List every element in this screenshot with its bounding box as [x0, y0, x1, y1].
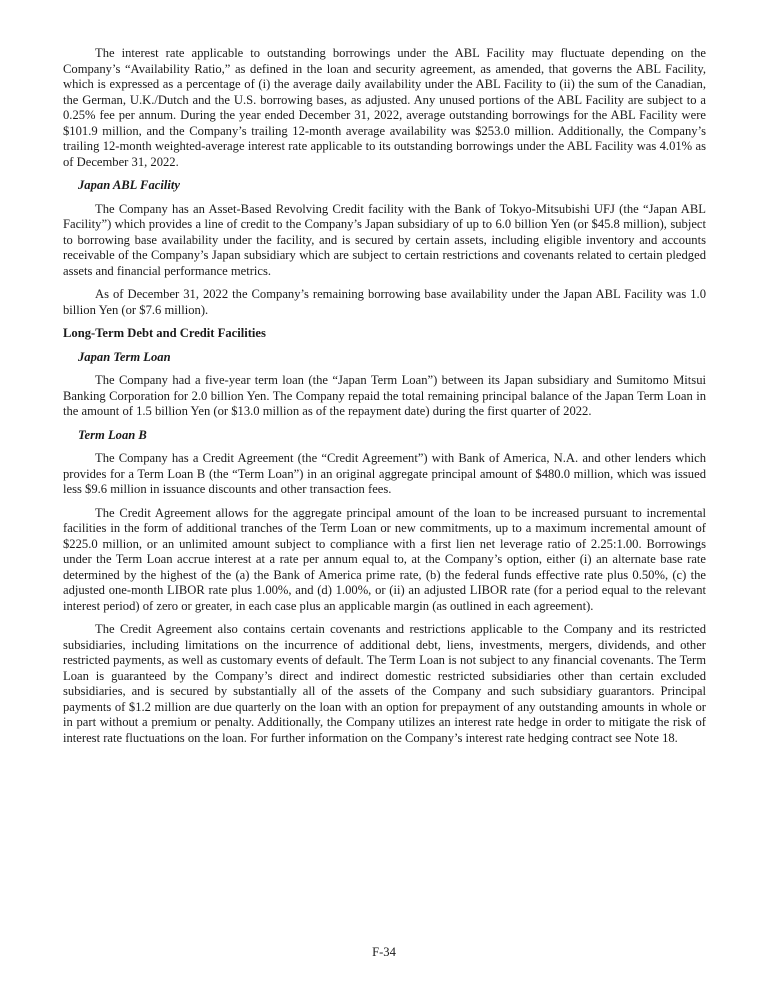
paragraph-japan-abl-description: The Company has an Asset-Based Revolving Credit facility with the Bank of Tokyo-Mitsubishi UFJ (the “Japan ABL Facility”) which provides a line of credit to the Company’s Japan subsidiary of up to 6.0 billion Yen (or $45.8 million), subject to borrowing base availability under the facility, and is secured by certain assets, including eligible inventory and accounts receivable of the Company’s Japan subsidiary which are subject to certain restrictions and covenants related to certain pledged assets and financial performance metrics. [63, 201, 706, 278]
paragraph-credit-agreement-covenants: The Credit Agreement also contains certain covenants and restrictions applicable to the Company and its restricted subsidiaries, including limitations on the incurrence of additional debt, liens, investments, mergers, dividends, and other restricted payments, as well as customary events of default. The Term Loan is not subject to any financial covenants. The Term Loan is guaranteed by the Company’s direct and indirect domestic restricted subsidiaries other than certain excluded subsidiaries, and is secured by substantially all of the assets of the Company and such subsidiary guarantors. Principal payments of $1.2 million are due quarterly on the loan with an option for prepayment of any outstanding amounts in whole or in part without a premium or penalty. Additionally, the Company utilizes an interest rate hedge in order to mitigate the risk of interest rate fluctuations on the loan. For further information on the Company’s interest rate hedging contract see Note 18. [63, 622, 706, 745]
section-heading-long-term-debt: Long-Term Debt and Credit Facilities [63, 326, 266, 340]
paragraph-abl-interest-rate: The interest rate applicable to outstanding borrowings under the ABL Facility may fluctuate depending on the Company’s “Availability Ratio,” as defined in the loan and security agreement, as amended, that governs the ABL Facility, which is expressed as a percentage of (i) the average daily availability under the ABL Facility to (ii) the sum of the Canadian, the German, U.K./Dutch and the U.S. borrowing bases, as adjusted. Any unused portions of the ABL Facility are subject to a 0.25% fee per annum. During the year ended December 31, 2022, average outstanding borrowings for the ABL Facility were $101.9 million, and the Company’s trailing 12-month average availability was $253.0 million. Additionally, the Company’s trailing 12-month weighted-average interest rate applicable to its outstanding borrowings under the ABL Facility was 4.01% as of December 31, 2022. [63, 46, 706, 169]
paragraph-japan-term-loan: The Company had a five-year term loan (the “Japan Term Loan”) between its Japan subsidiary and Sumitomo Mitsui Banking Corporation for 2.0 billion Yen. The Company repaid the total remaining principal balance of the Japan Term Loan in the amount of 1.5 billion Yen (or $13.0 million as of the repayment date) during the first quarter of 2022. [63, 373, 706, 418]
document-page [63, 46, 706, 754]
subheading-japan-term-loan: Japan Term Loan [78, 349, 171, 364]
page-number: F-34 [372, 945, 396, 959]
subheading-japan-abl-facility: Japan ABL Facility [78, 178, 180, 192]
paragraph-japan-abl-availability: As of December 31, 2022 the Company’s remaining borrowing base availability under the Japan ABL Facility was 1.0 billion Yen (or $7.6 million). [63, 287, 706, 317]
paragraph-credit-agreement: The Company has a Credit Agreement (the “Credit Agreement”) with Bank of America, N.A. and other lenders which provides for a Term Loan B (the “Term Loan”) in an original aggregate principal amount of $480.0 million, which was issued less $9.6 million in issuance discounts and other transaction fees. [63, 451, 706, 496]
paragraph-credit-agreement-increase: The Credit Agreement allows for the aggregate principal amount of the loan to be increased pursuant to incremental facilities in the form of additional tranches of the Term Loan or new commitments, up to a maximum incremental amount of $225.0 million, or an unlimited amount subject to compliance with a first lien net leverage ratio of 2.25:1.00. Borrowings under the Term Loan accrue interest at a rate per annum equal to, at the Company’s option, either (i) an alternate base rate determined by the highest of the (a) the Bank of America prime rate, (b) the federal funds effective rate plus 0.50%, (c) the adjusted one-month LIBOR rate plus 1.00%, and (d) 1.00%, or (ii) an adjusted LIBOR rate (for a period equal to the relevant interest period) of zero or greater, in each case plus an applicable margin (as outlined in each agreement). [63, 505, 706, 613]
subheading-term-loan-b: Term Loan B [78, 427, 147, 442]
